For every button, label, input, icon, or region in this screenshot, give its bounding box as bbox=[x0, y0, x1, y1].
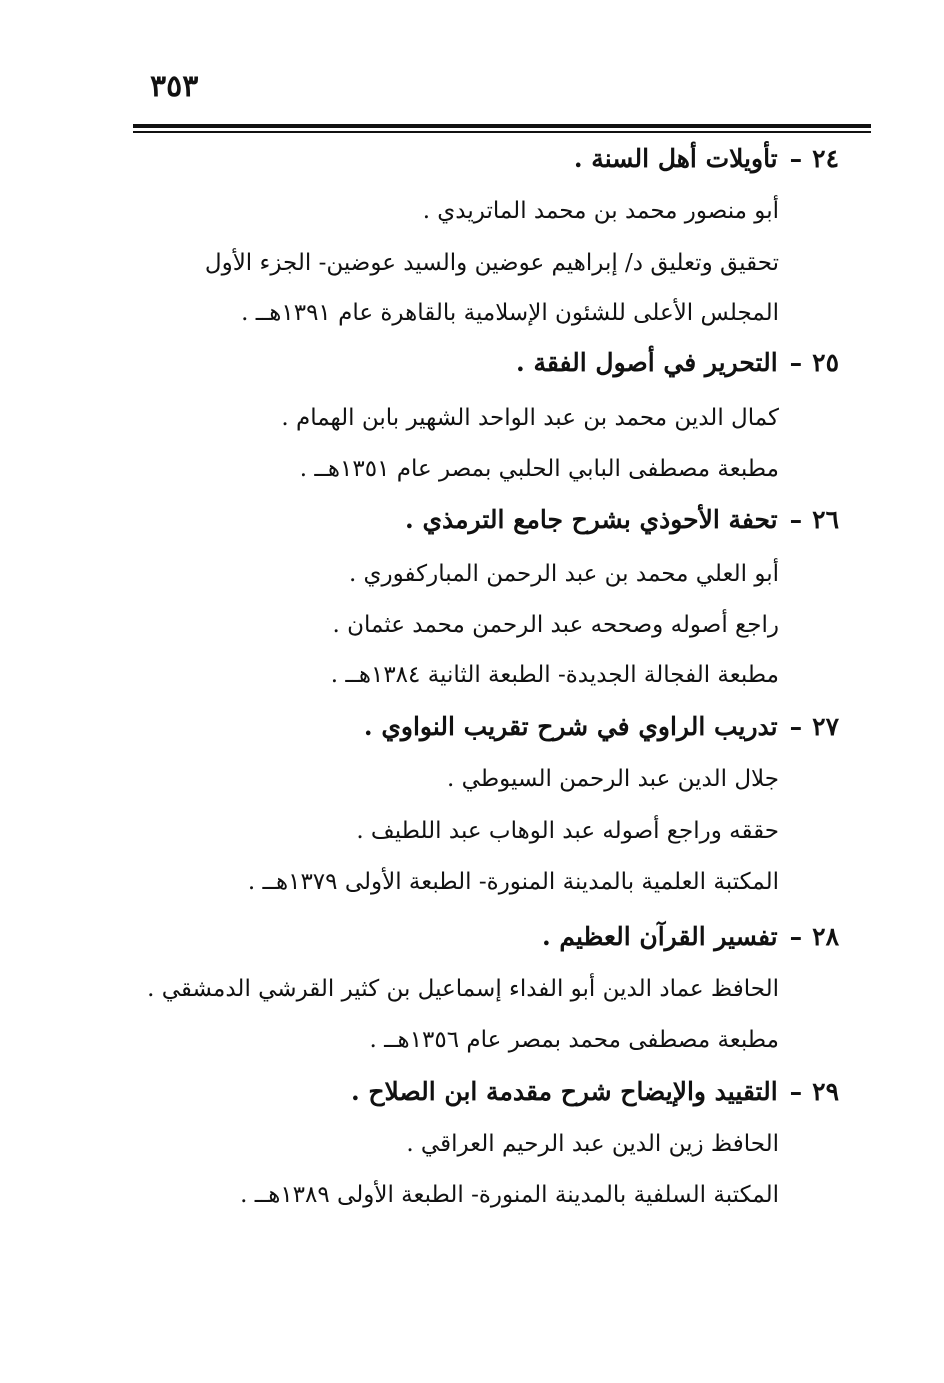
entry-number: ٢٤ bbox=[812, 144, 839, 173]
entry-line: راجع أصوله وصححه عبد الرحمن محمد عثمان . bbox=[332, 612, 779, 638]
entry-dash: – bbox=[789, 505, 803, 534]
entry-heading-27 bbox=[364, 714, 839, 739]
entry-number: ٢٥ bbox=[812, 348, 839, 377]
entry-dash: – bbox=[789, 922, 803, 951]
entry-dash: – bbox=[789, 348, 803, 377]
entry-line: أبو منصور محمد بن محمد الماتريدي . bbox=[422, 198, 779, 224]
entry-heading-24 bbox=[574, 146, 839, 171]
entry-heading-29 bbox=[351, 1079, 839, 1104]
entry-heading-25 bbox=[516, 350, 839, 375]
header-rule-thin bbox=[133, 131, 871, 133]
entry-line: حققه وراجع أصوله عبد الوهاب عبد اللطيف . bbox=[356, 818, 779, 844]
entry-line: المكتبة العلمية بالمدينة المنورة- الطبعة الأولى ١٣٧٩هــ . bbox=[247, 869, 779, 895]
entry-title: التقييد والإيضاح شرح مقدمة ابن الصلاح . bbox=[351, 1077, 778, 1106]
entry-title: تأويلات أهل السنة . bbox=[573, 144, 778, 173]
entry-line: الحافظ عماد الدين أبو الفداء إسماعيل بن كثير القرشي الدمشقي . bbox=[147, 976, 779, 1002]
entry-line: مطبعة مصطفى محمد بمصر عام ١٣٥٦هــ . bbox=[369, 1027, 779, 1053]
entry-line: مطبعة مصطفى البابي الحلبي بمصر عام ١٣٥١هــ . bbox=[299, 456, 779, 482]
entry-line: مطبعة الفجالة الجديدة- الطبعة الثانية ١٣٨٤هــ . bbox=[330, 662, 779, 688]
entry-heading-26 bbox=[405, 507, 839, 532]
page-number: ٣٥٣ bbox=[150, 69, 199, 104]
entry-title: تفسير القرآن العظيم . bbox=[541, 922, 778, 951]
entry-title: تدريب الراوي في شرح تقريب النواوي . bbox=[363, 712, 778, 741]
entry-number: ٢٨ bbox=[812, 922, 839, 951]
entry-dash: – bbox=[789, 1077, 803, 1106]
entry-line: المجلس الأعلى للشئون الإسلامية بالقاهرة عام ١٣٩١هــ . bbox=[241, 300, 779, 326]
entry-number: ٢٧ bbox=[812, 712, 839, 741]
entry-line: كمال الدين محمد بن عبد الواحد الشهير بابن الهمام . bbox=[281, 405, 779, 431]
entry-line: المكتبة السلفية بالمدينة المنورة- الطبعة الأولى ١٣٨٩هــ . bbox=[240, 1182, 779, 1208]
entry-line: أبو العلي محمد بن عبد الرحمن المباركفوري . bbox=[348, 561, 779, 587]
header-rule-thick bbox=[133, 124, 871, 128]
entry-number: ٢٦ bbox=[812, 505, 839, 534]
entry-number: ٢٩ bbox=[812, 1077, 839, 1106]
entry-title: التحرير في أصول الفقة . bbox=[516, 348, 778, 377]
entry-dash: – bbox=[789, 712, 803, 741]
entry-title: تحفة الأحوذي بشرح جامع الترمذي . bbox=[405, 505, 778, 534]
entry-heading-28 bbox=[542, 924, 839, 949]
entry-line: الحافظ زين الدين عبد الرحيم العراقي . bbox=[406, 1131, 779, 1157]
entry-line: تحقيق وتعليق د/ إبراهيم عوضين والسيد عوضين- الجزء الأول bbox=[204, 250, 779, 276]
entry-line: جلال الدين عبد الرحمن السيوطي . bbox=[447, 766, 779, 792]
entry-dash: – bbox=[789, 144, 803, 173]
